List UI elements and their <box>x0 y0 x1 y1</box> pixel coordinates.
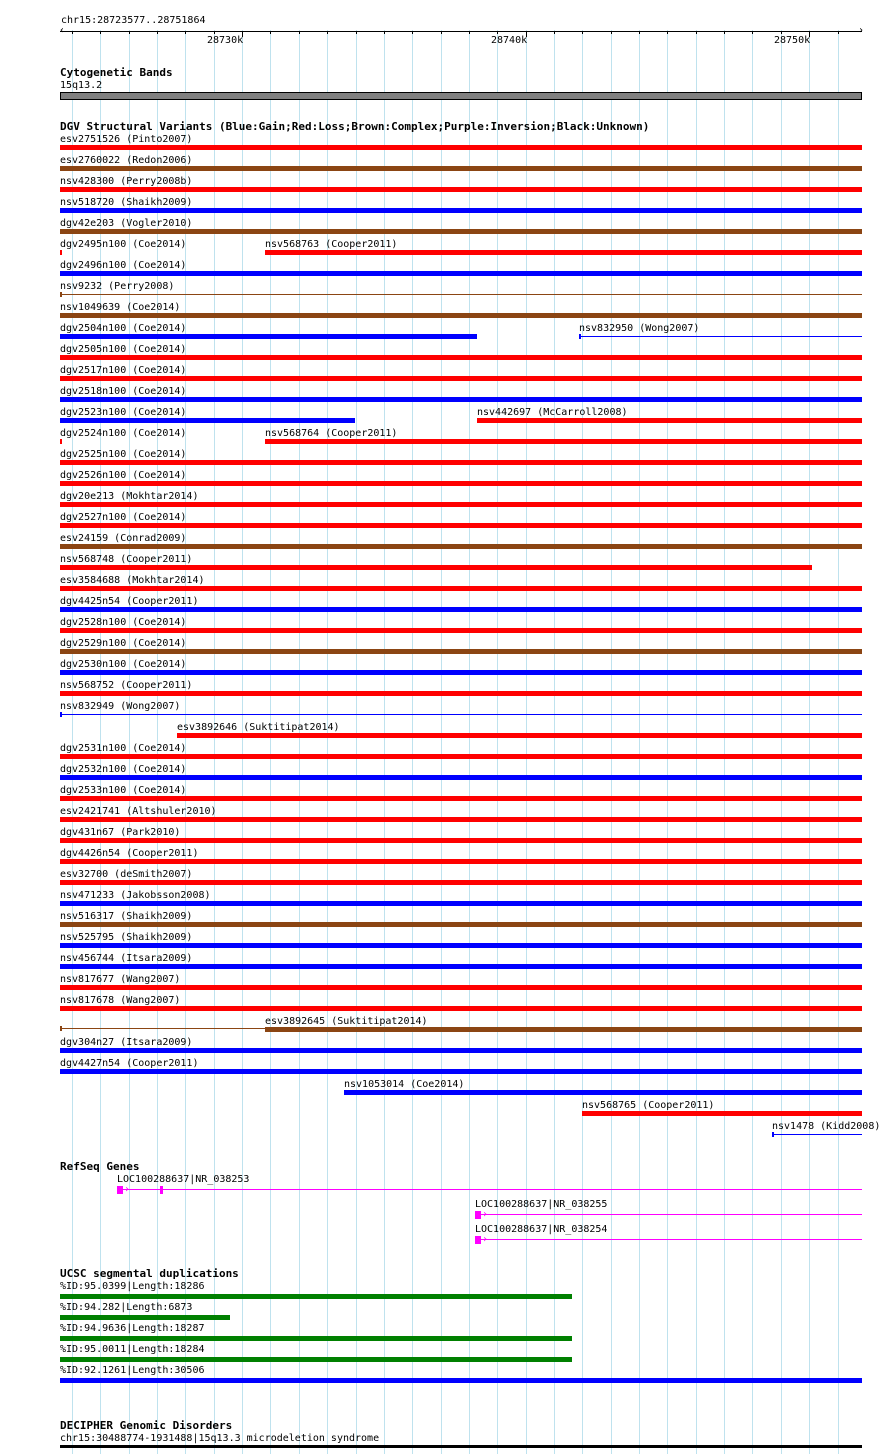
dgv-title: DGV Structural Variants (Blue:Gain;Red:Loss;Brown:Complex;Purple:Inversion;Black:Unknown) <box>60 120 650 133</box>
variant-bar[interactable] <box>60 775 862 780</box>
gene-strand-arrow: › <box>482 1209 489 1220</box>
ruler-minor-tick <box>299 31 300 34</box>
ruler-minor-tick <box>157 31 158 34</box>
grid-line <box>752 30 753 1454</box>
variant-bar[interactable] <box>60 586 862 591</box>
variant-label: esv3892645 (Suktitipat2014) <box>265 1016 428 1027</box>
variant-label: nsv525795 (Shaikh2009) <box>60 932 193 943</box>
variant-label: nsv471233 (Jakobsson2008) <box>60 890 211 901</box>
segdup-bar[interactable] <box>60 1294 572 1299</box>
variant-label: nsv568763 (Cooper2011) <box>265 239 398 250</box>
gene-intron-line[interactable] <box>117 1189 862 1190</box>
gene-strand-arrow: › <box>124 1184 131 1195</box>
variant-label: nsv1053014 (Coe2014) <box>344 1079 465 1090</box>
segdup-bar[interactable] <box>60 1336 572 1341</box>
grid-line <box>696 30 697 1454</box>
variant-bar[interactable] <box>60 670 862 675</box>
variant-end-mark <box>579 334 581 339</box>
grid-line <box>582 30 583 1454</box>
variant-label: dgv2505n100 (Coe2014) <box>60 344 187 355</box>
gene-exon[interactable] <box>475 1236 481 1244</box>
grid-line <box>809 30 810 1454</box>
grid-line <box>526 30 527 1454</box>
variant-bar[interactable] <box>579 336 862 337</box>
variant-label: dgv304n27 (Itsara2009) <box>60 1037 193 1048</box>
variant-label: nsv568764 (Cooper2011) <box>265 428 398 439</box>
variant-bar[interactable] <box>60 607 862 612</box>
decipher-bar[interactable] <box>60 1445 862 1448</box>
variant-label: dgv2518n100 (Coe2014) <box>60 386 187 397</box>
location-label: chr15:28723577..28751864 <box>61 15 206 26</box>
variant-bar[interactable] <box>60 922 862 927</box>
variant-label: nsv817678 (Wang2007) <box>60 995 181 1006</box>
ruler-minor-tick <box>752 31 753 34</box>
ruler-axis <box>60 31 862 32</box>
segdup-bar[interactable] <box>60 1357 572 1362</box>
cytoband-label: 15q13.2 <box>60 80 103 91</box>
ruler-tick-label: 28740k <box>491 35 528 46</box>
gene-label: LOC100288637|NR_038254 <box>475 1224 608 1235</box>
variant-bar[interactable] <box>344 1090 862 1095</box>
variant-label: dgv2530n100 (Coe2014) <box>60 659 187 670</box>
variant-label: dgv2529n100 (Coe2014) <box>60 638 187 649</box>
grid-line <box>611 30 612 1454</box>
variant-connector <box>60 1028 265 1029</box>
grid-line <box>781 30 782 1454</box>
variant-label: nsv9232 (Perry2008) <box>60 281 175 292</box>
variant-bar[interactable] <box>60 1006 862 1011</box>
variant-label: nsv568765 (Cooper2011) <box>582 1100 715 1111</box>
variant-label: dgv2528n100 (Coe2014) <box>60 617 187 628</box>
variant-label: esv2751526 (Pinto2007) <box>60 134 193 145</box>
variant-bar[interactable] <box>60 229 862 234</box>
variant-bar[interactable] <box>60 502 862 507</box>
variant-end-mark <box>772 1132 774 1137</box>
variant-label: esv32700 (deSmith2007) <box>60 869 193 880</box>
ruler-minor-tick <box>582 31 583 34</box>
segdup-label: %ID:95.0011|Length:18284 <box>60 1344 205 1355</box>
variant-bar[interactable] <box>60 355 862 360</box>
variant-bar[interactable] <box>60 208 862 213</box>
gene-exon[interactable] <box>160 1186 163 1194</box>
ruler-tick-label: 28730k <box>207 35 244 46</box>
variant-label: dgv2532n100 (Coe2014) <box>60 764 187 775</box>
gene-label: LOC100288637|NR_038253 <box>117 1174 250 1185</box>
grid-line <box>639 30 640 1454</box>
variant-label: dgv2496n100 (Coe2014) <box>60 260 187 271</box>
variant-bar[interactable] <box>477 418 862 423</box>
variant-label: dgv4427n54 (Cooper2011) <box>60 1058 199 1069</box>
segdups-title: UCSC segmental duplications <box>60 1267 239 1280</box>
variant-bar[interactable] <box>177 733 862 738</box>
ruler-minor-tick <box>724 31 725 34</box>
variant-end-mark <box>60 292 62 297</box>
grid-line <box>412 30 413 1454</box>
variant-end-mark <box>60 1026 62 1031</box>
ruler-minor-tick <box>554 31 555 34</box>
variant-end-mark <box>60 712 62 717</box>
cytoband-bar[interactable] <box>60 92 862 100</box>
ruler-minor-tick <box>781 31 782 34</box>
refseq-title: RefSeq Genes <box>60 1160 140 1173</box>
variant-label: dgv42e203 (Vogler2010) <box>60 218 193 229</box>
grid-line <box>838 30 839 1454</box>
segdup-label: %ID:94.9636|Length:18287 <box>60 1323 205 1334</box>
variant-bar[interactable] <box>60 544 862 549</box>
gene-intron-line[interactable] <box>475 1239 862 1240</box>
variant-bar[interactable] <box>265 250 862 255</box>
variant-bar[interactable] <box>60 943 862 948</box>
variant-bar[interactable] <box>60 418 355 423</box>
segdup-label: %ID:92.1261|Length:30506 <box>60 1365 205 1376</box>
variant-bar[interactable] <box>60 817 862 822</box>
variant-bar[interactable] <box>60 754 862 759</box>
variant-label: dgv2495n100 (Coe2014) <box>60 239 187 250</box>
variant-label: dgv2525n100 (Coe2014) <box>60 449 187 460</box>
grid-line <box>667 30 668 1454</box>
variant-bar[interactable] <box>60 313 862 318</box>
gene-strand-arrow: › <box>482 1234 489 1245</box>
variant-bar[interactable] <box>60 523 862 528</box>
variant-label: nsv428300 (Perry2008b) <box>60 176 193 187</box>
segdup-bar[interactable] <box>60 1315 230 1320</box>
variant-bar[interactable] <box>265 1027 862 1032</box>
gene-label: LOC100288637|NR_038255 <box>475 1199 608 1210</box>
ruler-minor-tick <box>497 31 498 34</box>
variant-bar[interactable] <box>60 460 862 465</box>
ruler-minor-tick <box>214 31 215 34</box>
variant-bar[interactable] <box>60 880 862 885</box>
variant-label: nsv817677 (Wang2007) <box>60 974 181 985</box>
decipher-title: DECIPHER Genomic Disorders <box>60 1419 233 1432</box>
grid-line <box>554 30 555 1454</box>
variant-bar[interactable] <box>60 1069 862 1074</box>
ruler-minor-tick <box>838 31 839 34</box>
variant-bar[interactable] <box>60 649 862 654</box>
variant-bar[interactable] <box>60 376 862 381</box>
variant-label: nsv518720 (Shaikh2009) <box>60 197 193 208</box>
variant-label: dgv2533n100 (Coe2014) <box>60 785 187 796</box>
variant-bar[interactable] <box>60 294 862 295</box>
variant-bar[interactable] <box>60 145 862 150</box>
variant-label: nsv442697 (McCarroll2008) <box>477 407 628 418</box>
ruler-minor-tick <box>270 31 271 34</box>
variant-label: esv24159 (Conrad2009) <box>60 533 187 544</box>
ruler-minor-tick <box>185 31 186 34</box>
variant-bar[interactable] <box>60 691 862 696</box>
variant-bar[interactable] <box>772 1134 862 1135</box>
ruler-minor-tick <box>667 31 668 34</box>
variant-bar[interactable] <box>265 439 862 444</box>
ruler-minor-tick <box>696 31 697 34</box>
variant-bar[interactable] <box>60 565 812 570</box>
variant-label: nsv568752 (Cooper2011) <box>60 680 193 691</box>
variant-label: dgv431n67 (Park2010) <box>60 827 181 838</box>
gene-intron-line[interactable] <box>475 1214 862 1215</box>
ruler-minor-tick <box>611 31 612 34</box>
variant-label: dgv2523n100 (Coe2014) <box>60 407 187 418</box>
variant-label: dgv4426n54 (Cooper2011) <box>60 848 199 859</box>
variant-bar[interactable] <box>60 439 62 444</box>
variant-bar[interactable] <box>60 1048 862 1053</box>
variant-bar[interactable] <box>60 628 862 633</box>
segdup-bar[interactable] <box>60 1378 862 1383</box>
variant-bar[interactable] <box>60 714 862 715</box>
variant-label: esv3584688 (Mokhtar2014) <box>60 575 205 586</box>
gene-exon[interactable] <box>475 1211 481 1219</box>
ruler-minor-tick <box>72 31 73 34</box>
grid-line <box>214 30 215 1454</box>
ruler-minor-tick <box>469 31 470 34</box>
variant-bar[interactable] <box>60 250 62 255</box>
ruler-minor-tick <box>639 31 640 34</box>
variant-label: dgv2524n100 (Coe2014) <box>60 428 187 439</box>
variant-bar[interactable] <box>60 397 862 402</box>
variant-label: dgv4425n54 (Cooper2011) <box>60 596 199 607</box>
variant-bar[interactable] <box>60 901 862 906</box>
variant-bar[interactable] <box>60 481 862 486</box>
grid-line <box>242 30 243 1454</box>
variant-bar[interactable] <box>60 271 862 276</box>
grid-line <box>469 30 470 1454</box>
variant-label: nsv456744 (Itsara2009) <box>60 953 193 964</box>
ruler-minor-tick <box>129 31 130 34</box>
variant-label: nsv516317 (Shaikh2009) <box>60 911 193 922</box>
variant-label: dgv2526n100 (Coe2014) <box>60 470 187 481</box>
variant-bar[interactable] <box>60 838 862 843</box>
decipher-label: chr15:30488774-1931488|15q13.3 microdeletion syndrome <box>60 1433 380 1444</box>
variant-bar[interactable] <box>60 796 862 801</box>
variant-label: dgv2517n100 (Coe2014) <box>60 365 187 376</box>
variant-bar[interactable] <box>60 964 862 969</box>
ruler-arrow-left: ‹ <box>59 25 66 36</box>
variant-label: dgv2504n100 (Coe2014) <box>60 323 187 334</box>
variant-bar[interactable] <box>60 166 862 171</box>
ruler-minor-tick <box>384 31 385 34</box>
segdup-label: %ID:94.282|Length:6873 <box>60 1302 193 1313</box>
ruler-minor-tick <box>100 31 101 34</box>
variant-label: dgv2527n100 (Coe2014) <box>60 512 187 523</box>
variant-bar[interactable] <box>60 187 862 192</box>
variant-label: dgv20e213 (Mokhtar2014) <box>60 491 199 502</box>
variant-label: nsv832950 (Wong2007) <box>579 323 700 334</box>
variant-label: nsv1478 (Kidd2008) <box>772 1121 881 1132</box>
variant-bar[interactable] <box>60 859 862 864</box>
variant-label: nsv568748 (Cooper2011) <box>60 554 193 565</box>
variant-label: nsv1049639 (Coe2014) <box>60 302 181 313</box>
grid-line <box>497 30 498 1454</box>
segdup-label: %ID:95.0399|Length:18286 <box>60 1281 205 1292</box>
gene-exon[interactable] <box>117 1186 123 1194</box>
ruler-tick-label: 28750k <box>774 35 811 46</box>
variant-label: nsv832949 (Wong2007) <box>60 701 181 712</box>
cytobands-title: Cytogenetic Bands <box>60 66 173 79</box>
grid-line <box>724 30 725 1454</box>
grid-line <box>441 30 442 1454</box>
variant-label: esv2421741 (Altshuler2010) <box>60 806 217 817</box>
variant-bar[interactable] <box>582 1111 862 1116</box>
ruler-arrow-right: › <box>858 25 865 36</box>
ruler-minor-tick <box>412 31 413 34</box>
variant-bar[interactable] <box>60 334 477 339</box>
ruler-minor-tick <box>327 31 328 34</box>
variant-label: esv2760022 (Redon2006) <box>60 155 193 166</box>
variant-label: dgv2531n100 (Coe2014) <box>60 743 187 754</box>
ruler-minor-tick <box>356 31 357 34</box>
variant-label: esv3892646 (Suktitipat2014) <box>177 722 340 733</box>
ruler-minor-tick <box>441 31 442 34</box>
variant-bar[interactable] <box>60 985 862 990</box>
